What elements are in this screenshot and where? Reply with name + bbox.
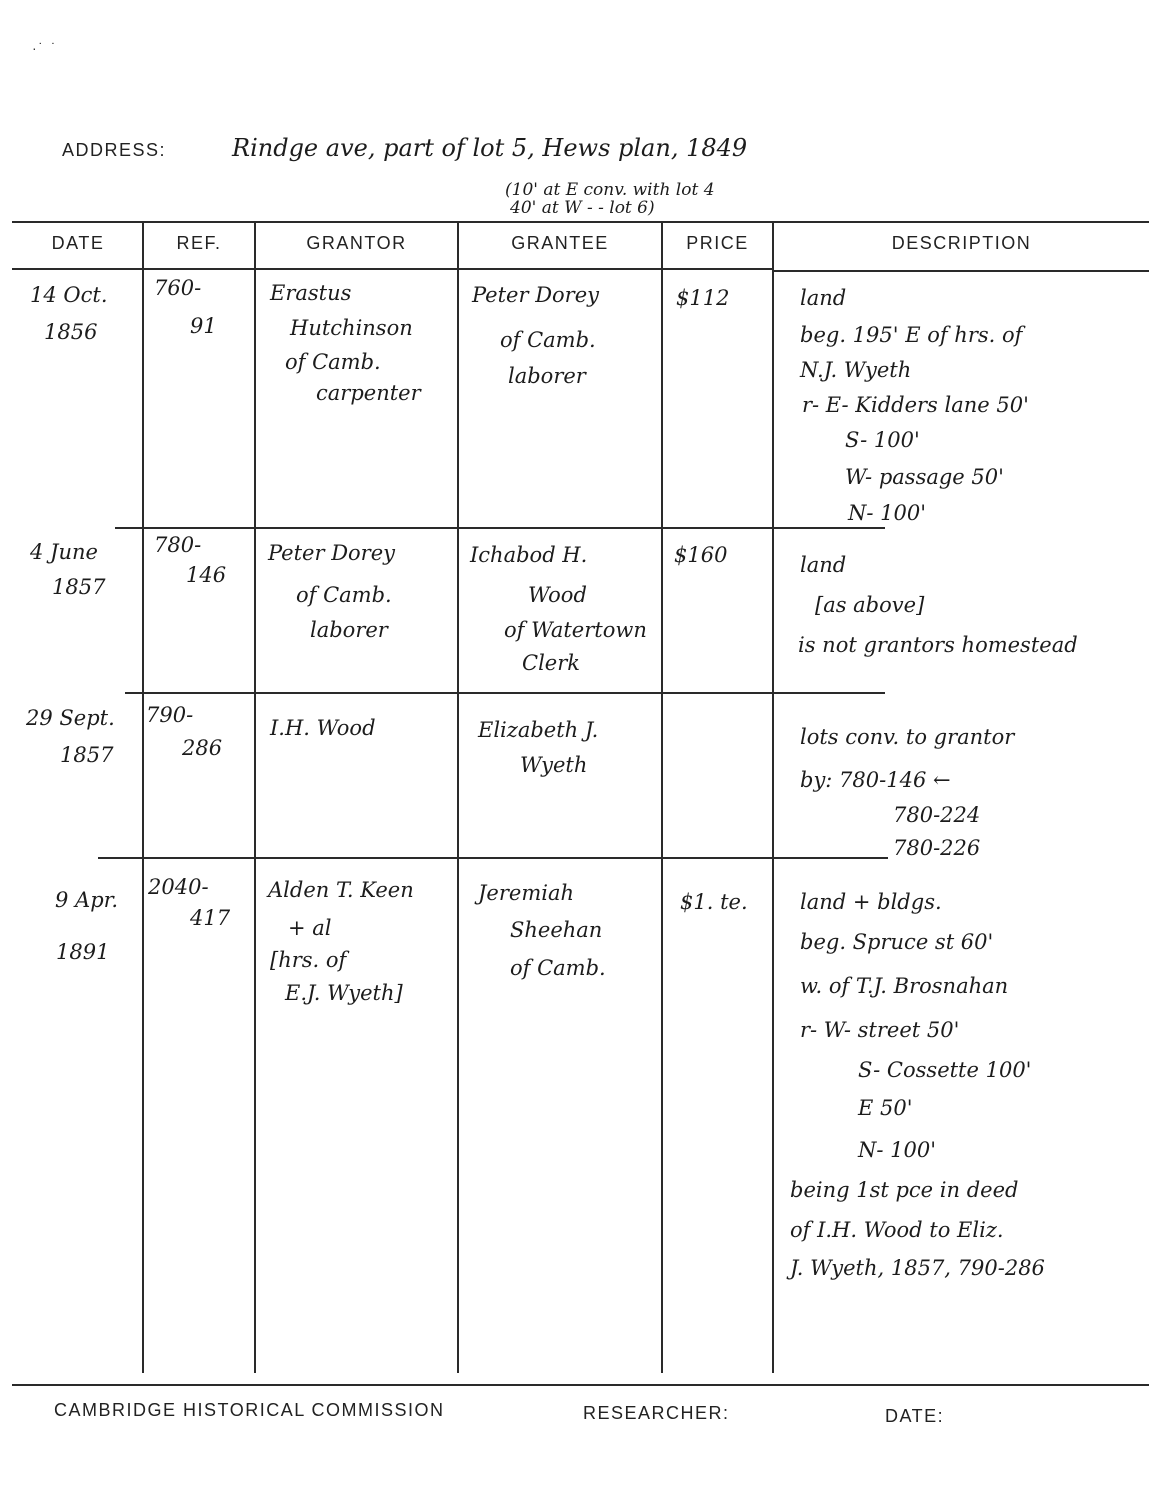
entry-grantee-line: Peter Dorey: [472, 283, 600, 307]
entry-ref-line: 286: [182, 736, 223, 760]
entry-grantee-line: of Camb.: [500, 328, 596, 352]
address-note-2: 40' at W - - lot 6): [510, 198, 655, 218]
entry-ref-line: 780-: [154, 533, 202, 557]
entry-grantor-line: [hrs. of: [270, 948, 347, 972]
col-header-date: DATE: [51, 233, 105, 253]
col-header-grantor: GRANTOR: [306, 233, 407, 253]
header-bottom-rule-right: [772, 270, 1149, 272]
entry-description-line: of I.H. Wood to Eliz.: [790, 1218, 1004, 1242]
address-note-1: (10' at E conv. with lot 4: [505, 180, 715, 200]
entry-grantee-line: Elizabeth J.: [478, 718, 599, 742]
footer-date-label: DATE:: [885, 1406, 945, 1426]
entry-date-line: 14 Oct.: [30, 283, 108, 307]
entry-description-line: being 1st pce in deed: [790, 1178, 1019, 1202]
entry-date-line: 1856: [44, 320, 98, 344]
table-bottom-rule: [12, 1384, 1149, 1386]
entry-grantee-line: Clerk: [522, 651, 580, 675]
entry-description-line: r- W- street 50': [800, 1018, 960, 1042]
entry-grantor-line: Hutchinson: [290, 316, 413, 340]
col-header-price: PRICE: [686, 233, 749, 253]
entry-grantee-line: Ichabod H.: [470, 543, 588, 567]
entry-ref-line: 91: [190, 314, 217, 338]
entry-description-line: by: 780-146 ←: [800, 768, 951, 792]
col-header-grantee: GRANTEE: [511, 233, 609, 253]
entry-description-line: N.J. Wyeth: [800, 358, 912, 382]
entry-grantee-line: Wood: [528, 583, 587, 607]
entry-date-line: 29 Sept.: [26, 706, 115, 730]
entry-rule-2: [125, 692, 885, 694]
entry-rule-1: [115, 527, 885, 529]
entry-description-line: [as above]: [815, 593, 925, 617]
col-divider-ref: [254, 221, 256, 1373]
entry-description-line: 780-224: [893, 803, 981, 827]
entry-price: $160: [674, 543, 728, 567]
entry-description-line: 780-226: [893, 836, 981, 860]
header-bottom-rule: [12, 268, 772, 270]
col-divider-grantee: [661, 221, 663, 1373]
entry-date-line: 1891: [56, 940, 110, 964]
entry-description-line: S- 100': [845, 428, 920, 452]
entry-description-line: J. Wyeth, 1857, 790-286: [790, 1256, 1045, 1280]
entry-grantor-line: E.J. Wyeth]: [285, 981, 403, 1005]
table-top-rule: [12, 221, 1149, 223]
col-divider-price: [772, 221, 774, 1373]
entry-description-line: beg. Spruce st 60': [800, 930, 994, 954]
entry-description-line: E 50': [858, 1096, 913, 1120]
entry-grantee-line: of Watertown: [504, 618, 647, 642]
entry-grantor-line: I.H. Wood: [270, 716, 376, 740]
entry-price: $112: [676, 286, 730, 310]
entry-description-line: beg. 195' E of hrs. of: [800, 323, 1023, 347]
entry-ref-line: 760-: [154, 276, 202, 300]
entry-ref-line: 417: [190, 906, 231, 930]
entry-grantor-line: laborer: [310, 618, 388, 642]
entry-grantee-line: laborer: [508, 364, 586, 388]
entry-grantee-line: of Camb.: [510, 956, 606, 980]
entry-price: $1. te.: [680, 890, 748, 914]
footer-commission: CAMBRIDGE HISTORICAL COMMISSION: [54, 1400, 445, 1420]
entry-grantor-line: of Camb.: [296, 583, 392, 607]
entry-rule-3: [98, 857, 888, 859]
entry-description-line: S- Cossette 100': [858, 1058, 1032, 1082]
entry-grantor-line: carpenter: [316, 381, 421, 405]
entry-grantee-line: Jeremiah: [478, 881, 574, 905]
entry-grantor-line: Peter Dorey: [268, 541, 396, 565]
address-value: Rindge ave, part of lot 5, Hews plan, 1849: [232, 134, 748, 162]
col-divider-date: [142, 221, 144, 1373]
entry-description-line: land: [800, 286, 847, 310]
entry-description-line: N- 100': [848, 501, 927, 525]
entry-grantor-line: Alden T. Keen: [268, 878, 414, 902]
entry-ref-line: 146: [186, 563, 227, 587]
entry-ref-line: 790-: [146, 703, 194, 727]
col-header-description: DESCRIPTION: [891, 233, 1032, 253]
entry-description-line: W- passage 50': [845, 465, 1004, 489]
entry-description-line: r- E- Kidders lane 50': [802, 393, 1029, 417]
entry-description-line: is not grantors homestead: [798, 633, 1078, 657]
entry-date-line: 9 Apr.: [55, 888, 119, 912]
address-label: ADDRESS:: [62, 140, 167, 160]
entry-grantor-line: + al: [288, 916, 332, 940]
entry-description-line: w. of T.J. Brosnahan: [800, 974, 1009, 998]
entry-grantee-line: Wyeth: [520, 753, 588, 777]
entry-grantor-line: Erastus: [270, 281, 352, 305]
entry-date-line: 1857: [52, 575, 106, 599]
entry-description-line: lots conv. to grantor: [800, 725, 1015, 749]
paper-speck-marks: ·˙ ˙: [32, 40, 58, 56]
entry-grantee-line: Sheehan: [510, 918, 603, 942]
col-divider-grantor: [457, 221, 459, 1373]
entry-description-line: land + bldgs.: [800, 890, 942, 914]
entry-grantor-line: of Camb.: [285, 350, 381, 374]
entry-ref-line: 2040-: [148, 875, 209, 899]
col-header-ref: REF.: [176, 233, 222, 253]
footer-researcher-label: RESEARCHER:: [583, 1403, 730, 1423]
entry-date-line: 1857: [60, 743, 114, 767]
entry-date-line: 4 June: [30, 540, 98, 564]
entry-description-line: N- 100': [858, 1138, 937, 1162]
entry-description-line: land: [800, 553, 847, 577]
